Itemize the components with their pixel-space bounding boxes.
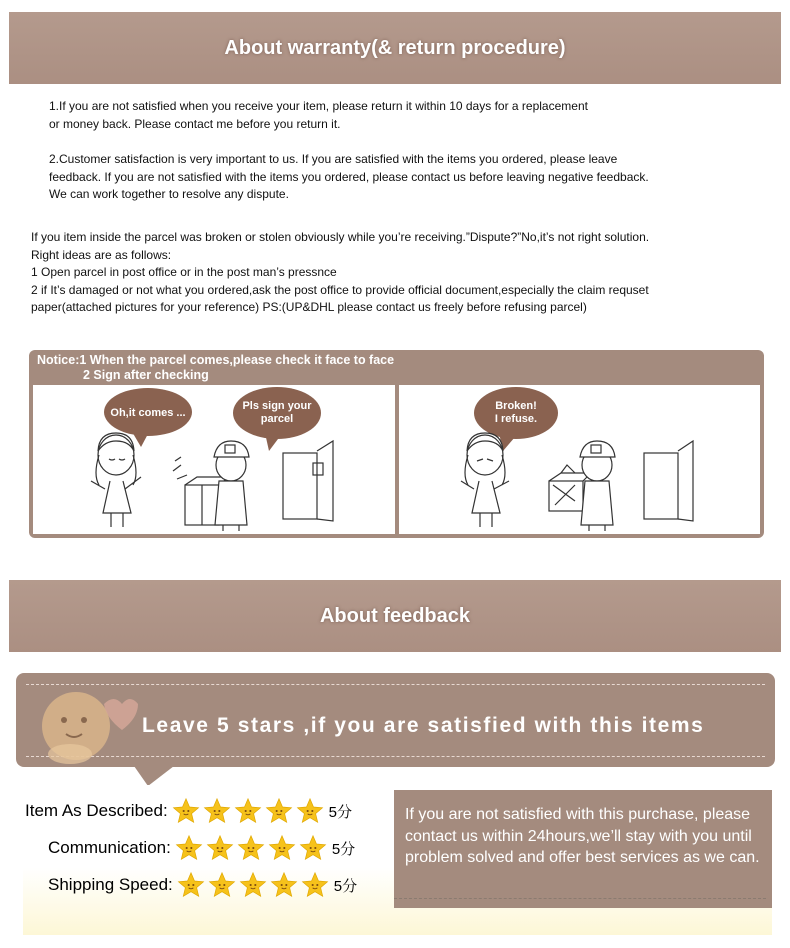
star-rating [175, 834, 330, 862]
text-line: We can work together to resolve any dispute. [49, 187, 289, 201]
warranty-paragraph-1 [49, 98, 588, 133]
divider [394, 898, 766, 899]
star-icon [270, 871, 298, 899]
rating-label: Item As Described: [25, 801, 168, 820]
star-icon [172, 797, 200, 825]
bubble-text: Oh,it comes ... [110, 407, 186, 419]
star-icon [268, 834, 296, 862]
notice-line-2: 2 Sign after checking [83, 368, 209, 382]
notice-line-1: Notice:1 When the parcel comes,please check it face to face [37, 353, 395, 367]
star-icon [206, 834, 234, 862]
courier-figure [580, 441, 615, 531]
star-icon [203, 797, 231, 825]
star-icon [299, 834, 327, 862]
feedback-banner [9, 580, 781, 652]
notice-text [37, 353, 394, 383]
courier-figure [214, 441, 249, 531]
text-line: paper(attached pictures for your reference) PS:(UP&DHL please contact us freely before refusing parcel) [31, 300, 587, 314]
girl-figure [91, 433, 141, 527]
feedback-headline: Leave 5 stars ,if you are satisfied with this items [142, 714, 705, 737]
scene-sign-parcel [33, 385, 395, 534]
star-icon [237, 834, 265, 862]
girl-figure [461, 433, 509, 527]
text-line: 2 if It’s damaged or not what you ordered,ask the post office to provide official document,especially the claim requset [31, 282, 649, 297]
star-icon [177, 871, 205, 899]
warranty-paragraph-2 [49, 151, 649, 204]
text-line: 1.If you are not satisfied when you receive your item, please return it within 10 days for a replacement [49, 99, 588, 113]
text-line: feedback. If you are not satisfied with the items you ordered, please contact us before leaving negative feedback. [49, 169, 649, 184]
scene-illustration-2 [399, 385, 760, 534]
bubble-text: parcel [260, 413, 294, 425]
rating-label: Communication: [48, 838, 171, 857]
text-line: Right ideas are as follows: [31, 247, 172, 262]
star-icon [175, 834, 203, 862]
bubble-tail [134, 766, 174, 786]
bubble-text: Pls sign your [242, 400, 312, 412]
text-line: If you item inside the parcel was broken or stolen obviously while you’re receiving.”Dispute?”No,it’s not right solution. [31, 230, 650, 244]
scene-refuse-parcel [399, 385, 760, 534]
rating-row-communication [48, 834, 355, 862]
door [644, 441, 693, 521]
rating-score: 5分 [333, 877, 358, 895]
star-rating [177, 871, 332, 899]
bubble-text: I refuse. [494, 413, 538, 425]
rating-row-shipping-speed [48, 871, 357, 899]
warranty-banner [9, 12, 781, 84]
rating-row-item-as-described [25, 797, 352, 825]
mascot-icon [30, 680, 140, 766]
speech-bubble-courier [233, 387, 321, 451]
text-line: 2.Customer satisfaction is very important to us. If you are satisfied with the items you ordered, please leave [49, 152, 618, 166]
star-icon [239, 871, 267, 899]
warranty-paragraph-3 [31, 229, 649, 317]
warranty-title: About warranty(& return procedure) [224, 36, 566, 59]
notice-panel [29, 350, 764, 538]
star-icon [296, 797, 324, 825]
bubble-text: Broken! [495, 400, 537, 412]
rating-label: Shipping Speed: [48, 875, 173, 894]
star-icon [301, 871, 329, 899]
contact-message-box [394, 790, 772, 908]
text-line: 1 Open parcel in post office or in the post man’s pressnce [31, 265, 337, 279]
star-rating [172, 797, 327, 825]
star-icon [208, 871, 236, 899]
feedback-title: About feedback [319, 604, 471, 627]
rating-score: 5分 [331, 840, 356, 858]
text-line: or money back. Please contact me before you return it. [49, 116, 341, 131]
door [283, 441, 333, 521]
star-icon [265, 797, 293, 825]
contact-message: If you are not satisfied with this purchase, please contact us within 24hours,we’ll stay with you until problem solved and offer best services as we can. [405, 806, 760, 866]
rating-score: 5分 [328, 803, 353, 821]
scene-illustration-1 [33, 385, 395, 534]
star-icon [234, 797, 262, 825]
